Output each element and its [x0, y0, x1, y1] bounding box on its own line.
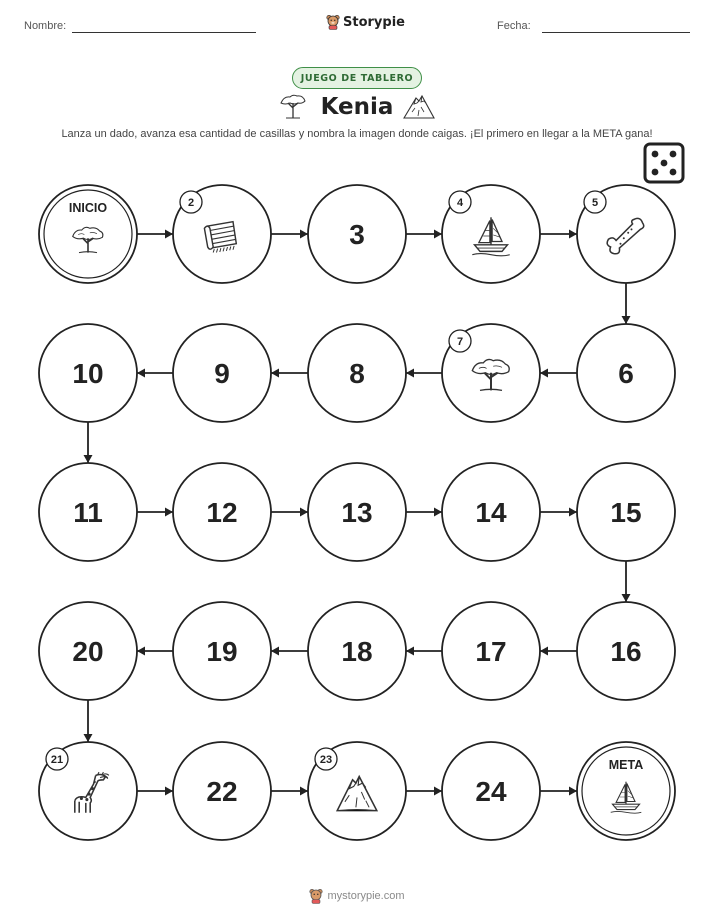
brand-name: Storypie [343, 14, 405, 30]
path-arrow [137, 230, 173, 239]
board-space-21 [39, 742, 137, 840]
space-number: 21 [50, 754, 64, 766]
path-arrow [406, 508, 442, 517]
path-arrow [540, 647, 577, 656]
space-number: 10 [72, 358, 104, 389]
goal-label: META [608, 758, 644, 772]
path-arrow [137, 369, 173, 378]
start-label: INICIO [68, 201, 108, 215]
space-number: 7 [456, 336, 464, 348]
board-space-4 [442, 185, 540, 283]
space-number: 8 [349, 358, 365, 389]
space-number: 14 [475, 497, 507, 528]
path-arrow [406, 647, 442, 656]
space-number: 12 [206, 497, 238, 528]
space-number: 16 [610, 636, 642, 667]
space-number: 18 [341, 636, 373, 667]
name-label: Nombre: [24, 20, 67, 32]
board-space-14 [442, 463, 540, 561]
space-number: 24 [475, 776, 507, 807]
path-arrow [271, 230, 308, 239]
board-space-17 [442, 602, 540, 700]
space-number: 5 [591, 197, 599, 209]
board-space-22 [173, 742, 271, 840]
board-space-11 [39, 463, 137, 561]
path-arrow [84, 422, 93, 463]
path-arrow [622, 561, 631, 602]
board-space-24 [442, 742, 540, 840]
board-space-3 [308, 185, 406, 283]
path-arrow [622, 283, 631, 324]
path-arrow [137, 647, 173, 656]
space-number: 4 [456, 197, 464, 209]
board-space-10 [39, 324, 137, 422]
path-arrow [540, 369, 577, 378]
board-space-23 [308, 742, 406, 840]
space-number: 2 [187, 197, 195, 209]
board-space-16 [577, 602, 675, 700]
footer-site[interactable]: mystorypie.com [327, 890, 405, 902]
space-number: 6 [618, 358, 634, 389]
path-arrow [271, 787, 308, 796]
path-arrow [540, 787, 577, 796]
board-space-15 [577, 463, 675, 561]
space-number: 20 [72, 636, 104, 667]
board-space-9 [173, 324, 271, 422]
space-number: 23 [319, 754, 333, 766]
path-arrow [137, 508, 173, 517]
space-number: 13 [341, 497, 373, 528]
footer [257, 888, 457, 904]
board-space-start [39, 185, 137, 283]
board-space-19 [173, 602, 271, 700]
space-number: 19 [206, 636, 238, 667]
board-space-12 [173, 463, 271, 561]
path-arrow [406, 369, 442, 378]
path-arrow [271, 369, 308, 378]
path-arrow [137, 787, 173, 796]
path-arrow [84, 700, 93, 742]
board-space-2 [173, 185, 271, 283]
path-arrow [406, 230, 442, 239]
board-space-7 [442, 324, 540, 422]
space-number: 17 [475, 636, 507, 667]
space-number: 22 [206, 776, 238, 807]
board-space-8 [308, 324, 406, 422]
space-number: 11 [73, 497, 103, 528]
path-arrow [540, 508, 577, 517]
path-arrow [271, 647, 308, 656]
path-arrow [406, 787, 442, 796]
footer-bear-icon [309, 888, 323, 904]
board-space-18 [308, 602, 406, 700]
board-space-goal [577, 742, 675, 840]
board-space-13 [308, 463, 406, 561]
board-space-20 [39, 602, 137, 700]
board-space-6 [577, 324, 675, 422]
instructions-text: Lanza un dado, avanza esa cantidad de casillas y nombra la imagen donde caigas. ¡El primero en llegar a la META gana! [61, 128, 653, 140]
space-number: 15 [610, 497, 642, 528]
path-arrow [271, 508, 308, 517]
space-number: 3 [349, 219, 365, 250]
page-title: Kenia [320, 94, 394, 120]
date-label: Fecha: [497, 20, 531, 32]
board-space-5 [577, 185, 675, 283]
space-number: 9 [214, 358, 230, 389]
path-arrow [540, 230, 577, 239]
game-type-badge: JUEGO DE TABLERO [292, 67, 422, 89]
